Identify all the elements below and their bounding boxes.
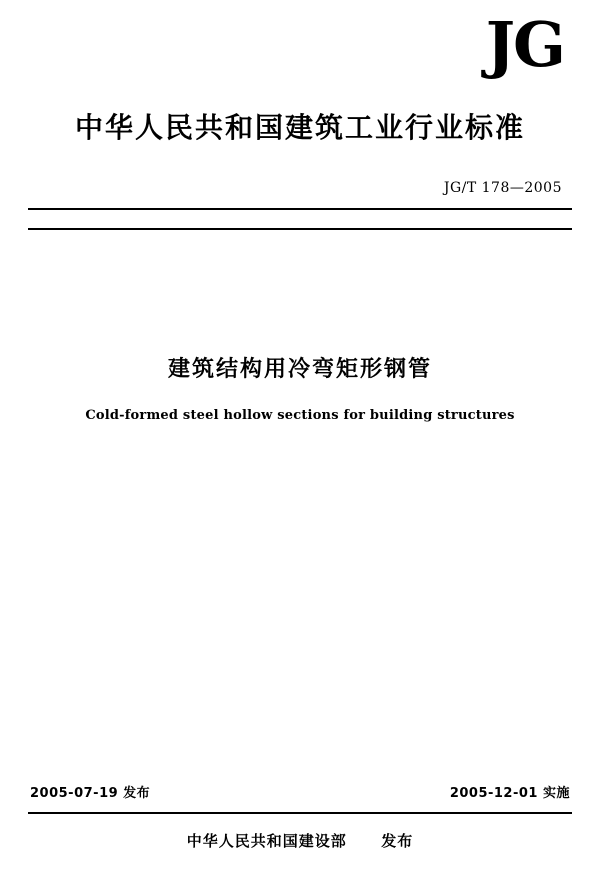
divider-rule-bottom bbox=[28, 812, 572, 814]
issue-date: 2005-07-19 发布 bbox=[30, 786, 151, 801]
divider-rule-second bbox=[28, 228, 572, 230]
standard-number: JG/T 178—2005 bbox=[443, 180, 562, 196]
jg-logo: JG bbox=[485, 8, 564, 81]
divider-rule-top bbox=[28, 208, 572, 210]
standard-org-title: 中华人民共和国建筑工业行业标准 bbox=[74, 111, 525, 144]
publisher-action: 发布 bbox=[381, 832, 414, 850]
document-title-english: Cold-formed steel hollow sections for building structures bbox=[85, 408, 515, 423]
publisher-name: 中华人民共和国建设部 bbox=[186, 832, 347, 850]
effective-date: 2005-12-01 实施 bbox=[449, 786, 570, 801]
publisher bbox=[0, 830, 600, 851]
document-title-chinese: 建筑结构用冷弯矩形钢管 bbox=[167, 357, 432, 382]
